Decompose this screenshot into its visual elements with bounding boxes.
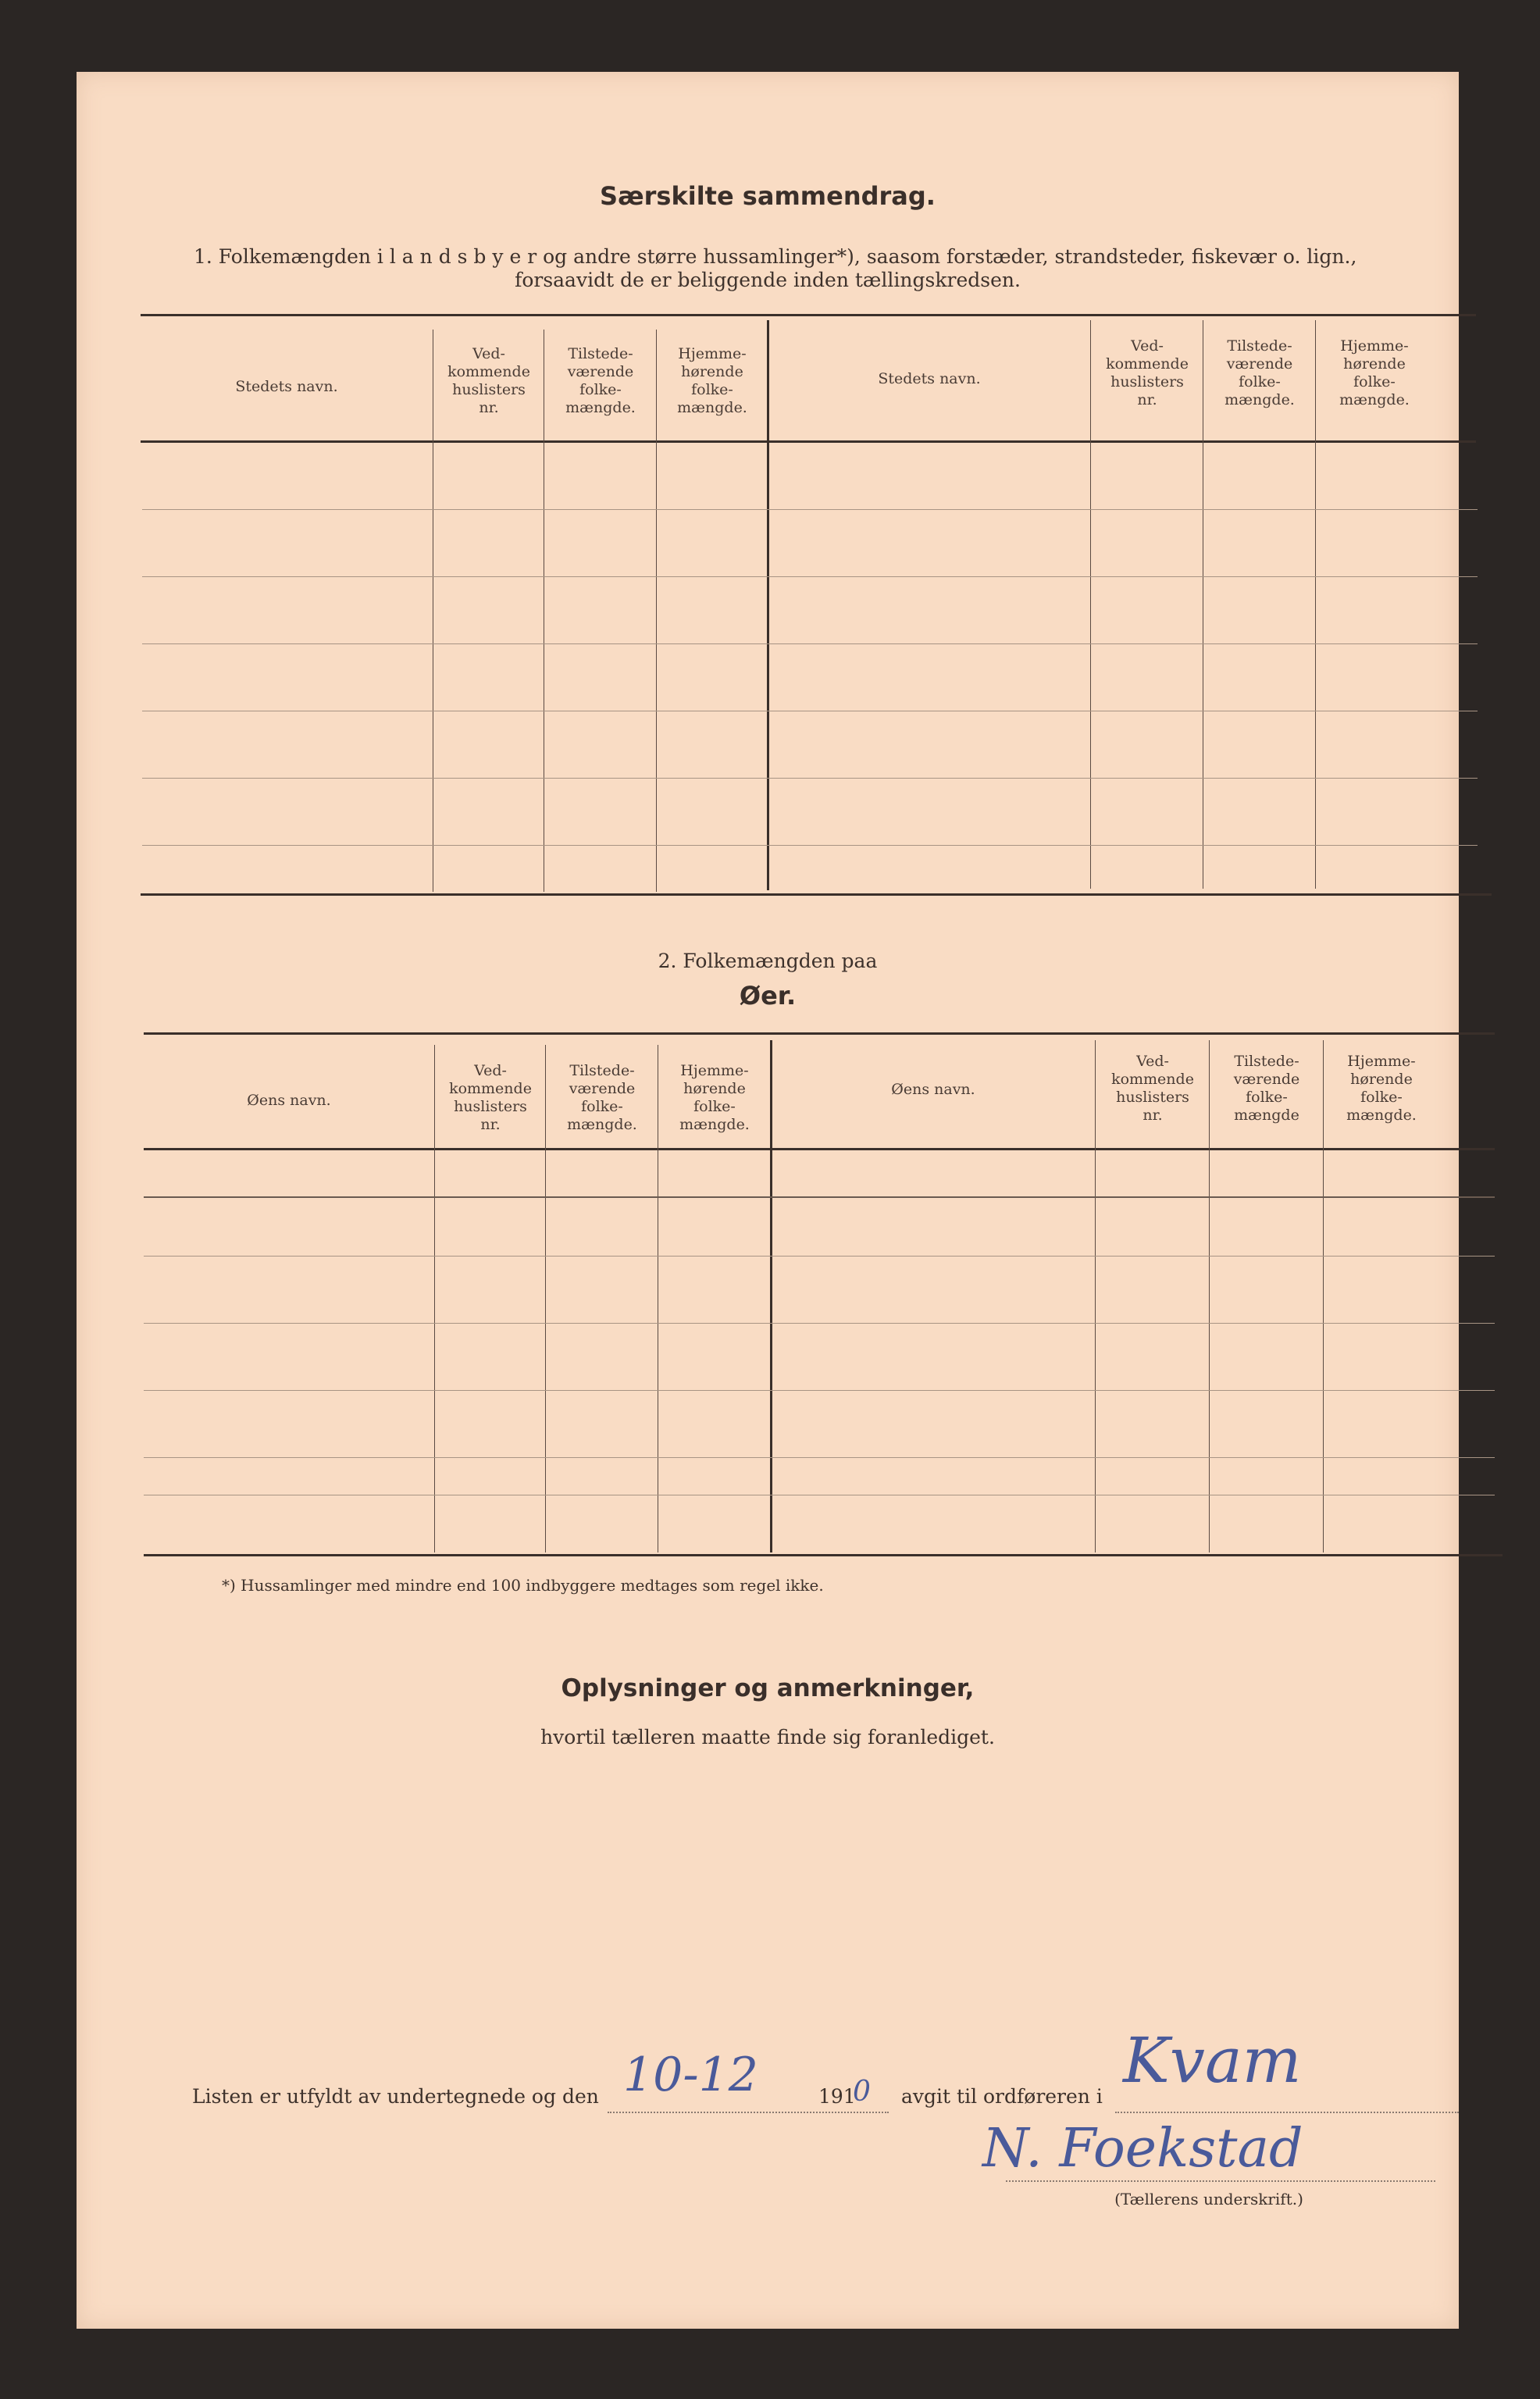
table1-col-tilstede: Tilstede- værende folke- mængde. <box>565 345 636 416</box>
table2-vline <box>1323 1040 1324 1552</box>
table2-vline <box>1095 1040 1096 1552</box>
table1-row-line <box>142 576 1478 577</box>
table2-col-hjemme: Hjemme- hørende folke- mængde. <box>679 1062 750 1133</box>
section1-title: Særskilte sammendrag. <box>600 181 936 211</box>
footnote: *) Hussamlinger med mindre end 100 indbyggere medtages som regel ikke. <box>222 1576 824 1595</box>
signature-prefix: Listen er utfyldt av undertegnede og den <box>192 2085 599 2108</box>
table1-center-divider <box>767 320 769 890</box>
section2-line: 2. Folkemængden paa <box>658 950 878 972</box>
table2-vline <box>545 1045 546 1552</box>
table2-col-tilstede-right: Tilstede- værende folke- mængde <box>1233 1053 1300 1124</box>
section2-title: Øer. <box>739 981 797 1011</box>
table2-header-rule <box>144 1148 1495 1150</box>
census-form-page <box>77 72 1459 2329</box>
table1-col-hjemme-right: Hjemme- hørende folke- mængde. <box>1339 337 1410 408</box>
table1-col-tilstede-right: Tilstede- værende folke- mængde. <box>1225 337 1295 408</box>
notes-title: Oplysninger og anmerkninger, <box>561 1674 975 1702</box>
table1-row-line <box>142 643 1478 644</box>
table2-row-line <box>144 1323 1495 1324</box>
table2-center-divider <box>770 1040 772 1552</box>
table1-col-name: Stedets navn. <box>235 378 338 395</box>
table1-top-rule <box>141 314 1476 316</box>
place-dotted-line <box>1115 2112 1459 2113</box>
table2-col-nr-right: Ved- kommende huslisters nr. <box>1111 1053 1194 1124</box>
table1-vline <box>1315 320 1316 889</box>
signature-middle: avgit til ordføreren i <box>901 2085 1103 2108</box>
signature-caption: (Tællerens underskrift.) <box>1114 2190 1303 2208</box>
table1-header-rule <box>141 440 1476 443</box>
notes-subtitle: hvortil tælleren maatte finde sig foranlediget. <box>540 1726 995 1748</box>
year-printed: 191 <box>818 2085 856 2108</box>
table1-col-name-right: Stedets navn. <box>878 370 981 387</box>
signer-handwritten: N. Foekstad <box>982 2118 1303 2180</box>
table1-col-nr-right: Ved- kommende huslisters nr. <box>1106 337 1189 408</box>
table1-row-line <box>142 509 1478 510</box>
table1-bottom-rule <box>141 893 1492 896</box>
table1-vline <box>656 330 657 892</box>
table2-bottom-rule <box>144 1554 1503 1556</box>
date-handwritten: 10-12 <box>623 2048 758 2102</box>
table2-row-line <box>144 1256 1495 1257</box>
year-handwritten: 0 <box>853 2076 871 2108</box>
table2-col-nr: Ved- kommende huslisters nr. <box>449 1062 532 1133</box>
signer-dotted-line <box>1006 2180 1435 2182</box>
table2-row-line <box>144 1196 1495 1198</box>
table2-col-name-right: Øens navn. <box>891 1081 975 1098</box>
date-dotted-line <box>608 2112 889 2113</box>
section1-line1: 1. Folkemængden i l a n d s b y e r og andre større hussamlinger*), saasom forstæder, strandsteder, fiskevær o. lign., <box>194 245 1357 268</box>
table2-row-line <box>144 1390 1495 1391</box>
table1-col-hjemme: Hjemme- hørende folke- mængde. <box>677 345 747 416</box>
table2-vline <box>434 1045 435 1552</box>
table1-vline <box>1090 320 1091 889</box>
table2-col-hjemme-right: Hjemme- hørende folke- mængde. <box>1346 1053 1417 1124</box>
table2-col-name: Øens navn. <box>247 1092 331 1109</box>
table1-row-line <box>142 778 1478 779</box>
place-handwritten: Kvam <box>1123 2024 1302 2097</box>
table2-row-line <box>144 1457 1495 1458</box>
table2-top-rule <box>144 1032 1495 1035</box>
table2-col-tilstede: Tilstede- værende folke- mængde. <box>567 1062 637 1133</box>
table2-vline <box>1209 1040 1210 1552</box>
section1-line2: forsaavidt de er beliggende inden tællingskredsen. <box>515 269 1021 291</box>
table1-col-nr: Ved- kommende huslisters nr. <box>447 345 530 416</box>
table1-row-line <box>142 845 1478 846</box>
